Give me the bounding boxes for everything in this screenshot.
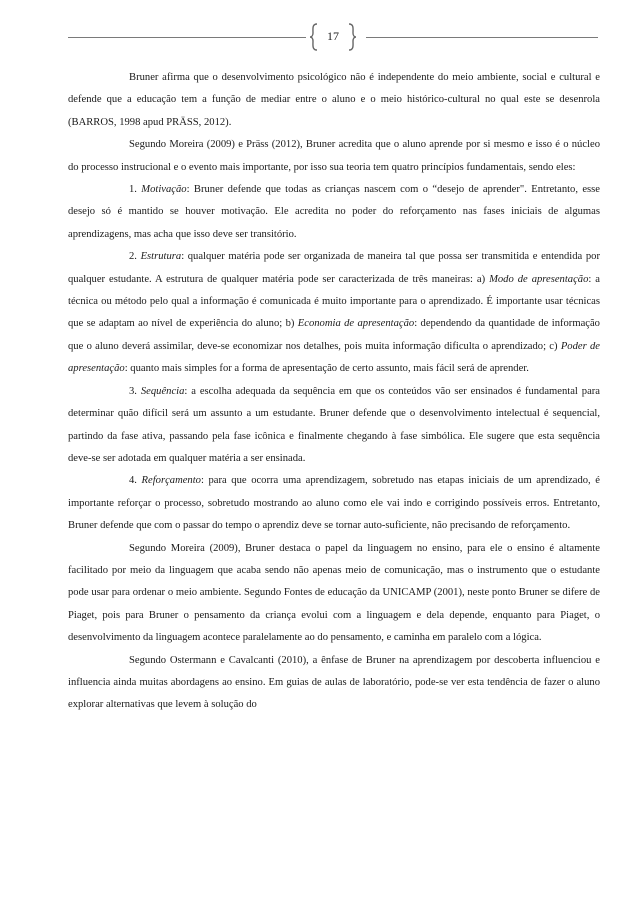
page-number: 17 bbox=[327, 29, 339, 43]
text-run: : a escolha adequada da sequência em que os conteúdos vão ser ensinados é fundamental para determinar quão difícil será um assunto a um estudante. Bruner defende que o desenvolvimento intelectual é sequencial, partindo da fase ativa, passando pela fase icônica e finalmente chegando à fase simbólica. Ele sugere que esta sequência deve-se ser adotada em qualquer matéria a ser ensinada. bbox=[68, 385, 601, 464]
text-run: 4. bbox=[129, 475, 142, 487]
italic-term: Poder de apresentação bbox=[68, 340, 600, 375]
text-run: 2. bbox=[129, 251, 141, 263]
paragraph bbox=[68, 179, 600, 246]
paragraph bbox=[68, 650, 600, 717]
bracket-right-icon bbox=[346, 23, 358, 51]
text-run: : qualquer matéria pode ser organizada de maneira tal que possa ser transmitida e entendida por qualquer estudante. A estrutura de qualquer matéria pode ser caracterizada de três maneiras: a) bbox=[68, 251, 600, 285]
text-run: Segundo Ostermann e Cavalcanti (2010), a ênfase de Bruner na aprendizagem por descoberta influenciou e influencia ainda muitas abordagens ao ensino. Em guias de aulas de laboratório, pode-se ver esta tendência de fazer o aluno explorar alternativas que levem à solução do bbox=[68, 654, 600, 711]
paragraph bbox=[68, 246, 600, 380]
paragraph bbox=[68, 134, 600, 179]
text-run: : para que ocorra uma aprendizagem, sobretudo nas etapas iniciais de um aprendizado, é importante reforçar o processo, sobretudo mostrando ao aluno como ele vai indo e corrigindo possíveis erros. Entretanto, Bruner defende que com o passar do tempo o aprendiz deve se tornar auto-suficiente, não precisando de reforçamento. bbox=[68, 475, 600, 532]
italic-term: Sequência bbox=[140, 385, 185, 397]
text-run: 3. bbox=[129, 385, 141, 397]
text-run: Segundo Moreira (2009) e Präss (2012), Bruner acredita que o aluno aprende por si mesmo e isso é o núcleo do processo instrucional e o evento mais importante, por isso sua teoria tem quatro princípios fundamentais, sendo eles: bbox=[68, 139, 600, 173]
italic-term: Economia de apresentação bbox=[297, 318, 415, 330]
italic-term: Modo de apresentação bbox=[489, 273, 589, 285]
text-run: : dependendo da quantidade de informação que o aluno deverá assimilar, deve-se economizar nos detalhes, pois muita informação dificulta o aprendizado; c) bbox=[68, 318, 600, 352]
text-run: : a técnica ou método pelo qual a informação é comunicada é muito importante para o aprendizado. É importante usar técnicas que se adaptam ao nível de experiência do aluno; b) bbox=[68, 273, 600, 330]
header-rule-left bbox=[68, 37, 306, 38]
paragraph bbox=[68, 470, 600, 537]
italic-term: Motivação bbox=[141, 184, 187, 196]
text-run: 1. bbox=[129, 184, 142, 196]
body-text bbox=[68, 67, 600, 717]
page-header bbox=[0, 0, 638, 60]
text-run: : quanto mais simples for a forma de apresentação de certo assunto, mais fácil será de aprender. bbox=[124, 363, 529, 375]
header-rule-right bbox=[366, 37, 598, 38]
italic-term: Reforçamento bbox=[141, 475, 201, 487]
paragraph bbox=[68, 67, 600, 134]
italic-term: Estrutura bbox=[140, 251, 182, 263]
text-run: Segundo Moreira (2009), Bruner destaca o papel da linguagem no ensino, para ele o ensino é altamente facilitado por meio da linguagem que acaba sendo não apenas meio de comunicação, mas o instrumento que o estudante pode usar para ordenar o meio ambiente. Segundo Fontes de educação da UNICAMP (2001), neste ponto Bruner se difere de Piaget, pois para Bruner o pensamento da criança evolui com a linguagem e dela depende, enquanto para Piaget, o desenvolvimento da linguagem acontece paralelamente ao do pensamento, e caminha em paralelo com a lógica. bbox=[68, 542, 600, 644]
text-run: Bruner afirma que o desenvolvimento psicológico não é independente do meio ambiente, social e cultural e defende que a educação tem a função de mediar entre o aluno e o meio histórico-cultural no qual este se desenrola (BARROS, 1998 apud PRÄSS, 2012). bbox=[68, 72, 600, 128]
paragraph bbox=[68, 381, 600, 471]
text-run: : Bruner defende que todas as crianças nascem com o “desejo de aprender". Entretanto, esse desejo só é mantido se houver motivação. Ele acredita no poder do reforçamento nas fases iniciais de algumas aprendizagens, mas acha que isso deve ser transitório. bbox=[68, 184, 600, 240]
paragraph bbox=[68, 538, 600, 650]
